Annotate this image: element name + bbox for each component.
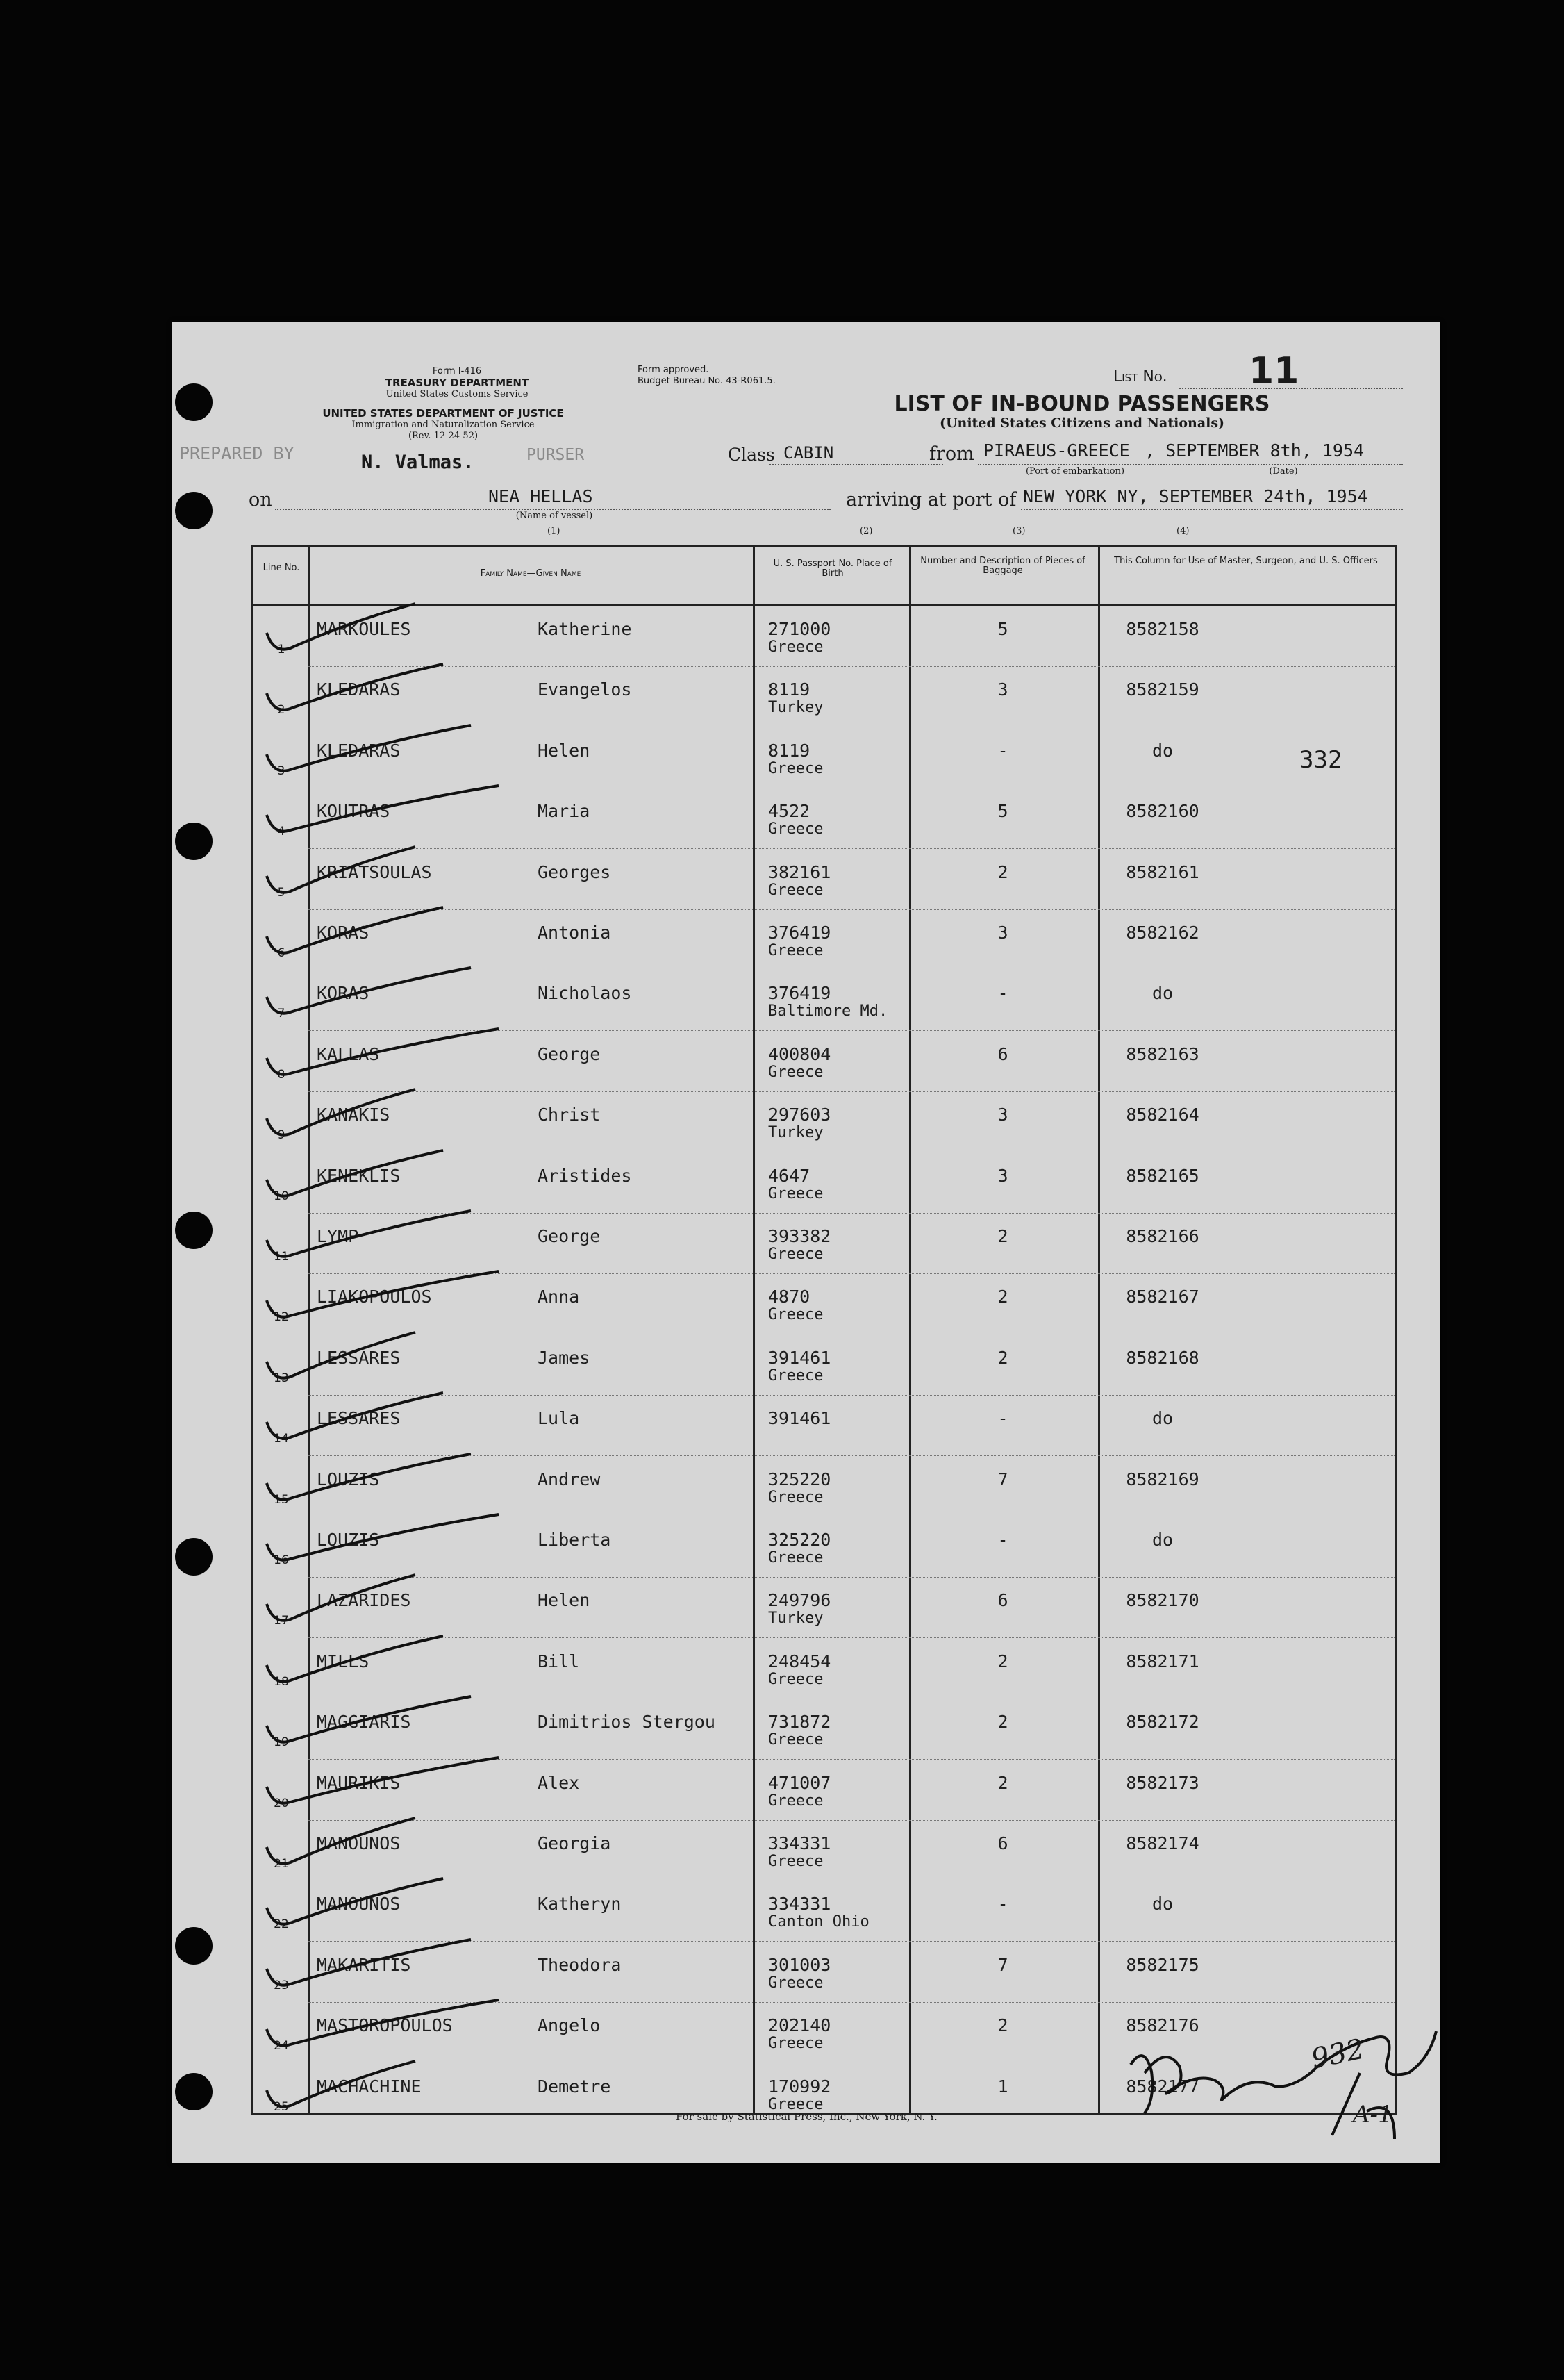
family-name: MASTOROPOULOS bbox=[317, 2015, 453, 2036]
document-page bbox=[172, 322, 1440, 2163]
given-name: Antonia bbox=[538, 923, 611, 943]
family-name: MAGGIARIS bbox=[317, 1712, 411, 1733]
from-label: from bbox=[929, 443, 974, 465]
stamp-number: 332 bbox=[1299, 746, 1342, 774]
officer-entry: 8582176 bbox=[1126, 2015, 1199, 2036]
family-name: MILLS bbox=[317, 1651, 369, 1671]
line-number: 8 bbox=[277, 1067, 285, 1082]
family-name: KRIATSOULAS bbox=[317, 861, 432, 882]
line-number: 11 bbox=[274, 1250, 289, 1264]
officer-entry: 8582173 bbox=[1126, 1772, 1199, 1793]
form-approved: Form approved. bbox=[638, 365, 709, 375]
family-name: MAURIKIS bbox=[317, 1772, 401, 1793]
given-name: Bill bbox=[538, 1651, 580, 1671]
printer-footer: For sale by Statistical Press, Inc., New York, N. Y. bbox=[676, 2110, 938, 2123]
baggage-count: 6 bbox=[997, 1833, 1008, 1853]
header-line-no: Line No. bbox=[263, 563, 300, 573]
baggage-count: 2 bbox=[997, 861, 1008, 882]
list-label: List No. bbox=[1113, 368, 1167, 386]
given-name: Anna bbox=[538, 1287, 580, 1307]
prepared-by-label: PREPARED BY bbox=[179, 443, 294, 463]
budget-bureau: Budget Bureau No. 43-R061.5. bbox=[638, 376, 776, 386]
birth-place: Greece bbox=[768, 1974, 824, 1992]
handwritten-note: 932 bbox=[1308, 2033, 1367, 2076]
officer-entry: 8582168 bbox=[1126, 1347, 1199, 1368]
col-number-2: (2) bbox=[860, 526, 873, 536]
baggage-count: - bbox=[997, 1530, 1008, 1550]
officer-entry: do bbox=[1151, 1894, 1174, 1915]
birth-place: Greece bbox=[768, 1063, 824, 1081]
family-name: KLEDARAS bbox=[317, 740, 401, 761]
birth-place: Greece bbox=[768, 1306, 824, 1324]
baggage-count: 7 bbox=[997, 1954, 1008, 1975]
officer-entry: 8582175 bbox=[1126, 1954, 1199, 1975]
officer-entry: do bbox=[1151, 983, 1174, 1004]
passport-number: 202140 bbox=[768, 2015, 831, 2036]
passport-number: 248454 bbox=[768, 1651, 831, 1671]
line-number: 12 bbox=[274, 1310, 289, 1325]
col-number-1: (1) bbox=[547, 526, 560, 536]
baggage-count: 2 bbox=[997, 1226, 1008, 1246]
given-name: Liberta bbox=[538, 1530, 611, 1550]
given-name: Georgia bbox=[538, 1833, 611, 1853]
line-number: 7 bbox=[277, 1007, 285, 1021]
given-name: Angelo bbox=[538, 2015, 601, 2036]
birth-place: Greece bbox=[768, 2035, 824, 2053]
vessel-name: NEA HELLAS bbox=[488, 486, 593, 506]
passport-number: 249796 bbox=[768, 1590, 831, 1611]
given-name: George bbox=[538, 1226, 601, 1246]
baggage-count: 2 bbox=[997, 1772, 1008, 1793]
given-name: Katherine bbox=[538, 619, 632, 639]
given-name: Aristides bbox=[538, 1165, 632, 1186]
officer-entry: 8582174 bbox=[1126, 1833, 1199, 1853]
line-number: 9 bbox=[277, 1128, 285, 1143]
officer-entry: 8582170 bbox=[1126, 1590, 1199, 1611]
dept-justice: UNITED STATES DEPARTMENT OF JUSTICE bbox=[322, 407, 564, 420]
handwritten-note-2: A-1 bbox=[1353, 2101, 1393, 2129]
officer-entry: 8582167 bbox=[1126, 1287, 1199, 1307]
form-number: Form I-416 bbox=[432, 366, 482, 377]
family-name: LIAKOPOULOS bbox=[317, 1287, 432, 1307]
given-name: Lula bbox=[538, 1408, 580, 1429]
passport-number: 325220 bbox=[768, 1469, 831, 1489]
passport-number: 4870 bbox=[768, 1287, 810, 1307]
given-name: George bbox=[538, 1043, 601, 1064]
birth-place: Greece bbox=[768, 1366, 824, 1385]
officer-entry: 8582158 bbox=[1126, 619, 1199, 639]
birth-place: Greece bbox=[768, 1792, 824, 1810]
line-number: 17 bbox=[274, 1614, 289, 1628]
baggage-count: - bbox=[997, 740, 1008, 761]
baggage-count: - bbox=[997, 983, 1008, 1004]
family-name: KOUTRAS bbox=[317, 801, 390, 822]
list-number: 11 bbox=[1249, 350, 1299, 392]
family-name: MAKARITIS bbox=[317, 1954, 411, 1975]
baggage-count: 3 bbox=[997, 679, 1008, 700]
birth-place: Baltimore Md. bbox=[768, 1002, 888, 1020]
birth-place: Greece bbox=[768, 942, 824, 959]
line-number: 3 bbox=[277, 763, 285, 778]
line-number: 19 bbox=[274, 1735, 289, 1750]
given-name: Theodora bbox=[538, 1954, 622, 1975]
officer-entry: 8582161 bbox=[1126, 861, 1199, 882]
officer-entry: 8582163 bbox=[1126, 1043, 1199, 1064]
passport-number: 391461 bbox=[768, 1408, 831, 1429]
line-number: 16 bbox=[274, 1553, 289, 1567]
baggage-count: - bbox=[997, 1894, 1008, 1915]
baggage-count: 2 bbox=[997, 1651, 1008, 1671]
birth-place: Greece bbox=[768, 1488, 824, 1506]
officer-entry: 8582171 bbox=[1126, 1651, 1199, 1671]
baggage-count: 2 bbox=[997, 2015, 1008, 2036]
birth-place: Greece bbox=[768, 759, 824, 777]
baggage-count: 3 bbox=[997, 1105, 1008, 1125]
passport-number: 334331 bbox=[768, 1833, 831, 1853]
passport-number: 393382 bbox=[768, 1226, 831, 1246]
prepared-by-role: PURSER bbox=[526, 446, 585, 464]
baggage-count: 3 bbox=[997, 1165, 1008, 1186]
baggage-count: 5 bbox=[997, 619, 1008, 639]
birth-place: Turkey bbox=[768, 1124, 824, 1142]
from-date: , SEPTEMBER 8th, 1954 bbox=[1145, 440, 1365, 461]
birth-place: Greece bbox=[768, 1549, 824, 1567]
on-label: on bbox=[249, 489, 272, 511]
family-name: KANAKIS bbox=[317, 1105, 390, 1125]
col-number-4: (4) bbox=[1176, 526, 1190, 536]
family-name: KLEDARAS bbox=[317, 679, 401, 700]
line-number: 5 bbox=[277, 885, 285, 900]
from-port: PIRAEUS-GREECE bbox=[983, 440, 1130, 461]
dept-treasury: TREASURY DEPARTMENT bbox=[385, 377, 529, 389]
baggage-count: 1 bbox=[997, 2076, 1008, 2097]
family-name: MANOUNOS bbox=[317, 1894, 401, 1915]
passport-number: 731872 bbox=[768, 1712, 831, 1733]
line-number: 22 bbox=[274, 1917, 289, 1932]
date-caption: (Date) bbox=[1269, 466, 1298, 477]
officer-entry: 8582164 bbox=[1126, 1105, 1199, 1125]
birth-place: Turkey bbox=[768, 699, 824, 717]
officer-entry: do bbox=[1151, 1530, 1174, 1550]
family-name: MANOUNOS bbox=[317, 1833, 401, 1853]
birth-place: Greece bbox=[768, 1246, 824, 1263]
officer-entry: 8582172 bbox=[1126, 1712, 1199, 1733]
officer-entry: 8582160 bbox=[1126, 801, 1199, 822]
given-name: Alex bbox=[538, 1772, 580, 1793]
line-number: 4 bbox=[277, 825, 285, 839]
passport-number: 271000 bbox=[768, 619, 831, 639]
birth-place: Greece bbox=[768, 1853, 824, 1870]
handwritten-signature bbox=[172, 322, 1440, 2163]
passport-number: 301003 bbox=[768, 1954, 831, 1975]
line-number: 14 bbox=[274, 1432, 289, 1446]
class-label: Class bbox=[728, 445, 775, 465]
family-name: LYMP bbox=[317, 1226, 359, 1246]
passport-number: 325220 bbox=[768, 1530, 831, 1550]
baggage-count: 2 bbox=[997, 1712, 1008, 1733]
line-number: 10 bbox=[274, 1189, 289, 1203]
baggage-count: 2 bbox=[997, 1287, 1008, 1307]
line-number: 24 bbox=[274, 2039, 289, 2053]
family-name: LOUZIS bbox=[317, 1530, 380, 1550]
given-name: James bbox=[538, 1347, 590, 1368]
passport-number: 376419 bbox=[768, 923, 831, 943]
given-name: Andrew bbox=[538, 1469, 601, 1489]
birth-place: Greece bbox=[768, 2095, 824, 2113]
passport-number: 376419 bbox=[768, 983, 831, 1004]
col-number-3: (3) bbox=[1013, 526, 1026, 536]
given-name: Demetre bbox=[538, 2076, 611, 2097]
line-number: 6 bbox=[277, 946, 285, 960]
family-name: KORAS bbox=[317, 983, 369, 1004]
header-baggage: Number and Description of Pieces of Baggage bbox=[920, 556, 1085, 576]
officer-entry: do bbox=[1151, 1408, 1174, 1429]
family-name: KALLAS bbox=[317, 1043, 380, 1064]
birth-place: Greece bbox=[768, 638, 824, 656]
officer-entry: 8582169 bbox=[1126, 1469, 1199, 1489]
page-subtitle: (United States Citizens and Nationals) bbox=[939, 415, 1225, 431]
line-number: 25 bbox=[274, 2099, 289, 2114]
birth-place: Greece bbox=[768, 1184, 824, 1203]
given-name: Helen bbox=[538, 1590, 590, 1611]
officer-entry: 8582165 bbox=[1126, 1165, 1199, 1186]
given-name: Dimitrios Stergou bbox=[538, 1712, 715, 1733]
officer-entry: 8582166 bbox=[1126, 1226, 1199, 1246]
birth-place: Canton Ohio bbox=[768, 1913, 870, 1931]
line-number: 20 bbox=[274, 1796, 289, 1810]
line-number: 2 bbox=[277, 703, 285, 718]
line-number: 1 bbox=[277, 643, 285, 656]
given-name: Nicholaos bbox=[538, 983, 632, 1004]
baggage-count: 6 bbox=[997, 1043, 1008, 1064]
class-value: CABIN bbox=[783, 443, 834, 463]
passport-number: 170992 bbox=[768, 2076, 831, 2097]
birth-place: Greece bbox=[768, 1731, 824, 1749]
birth-place: Greece bbox=[768, 881, 824, 899]
baggage-count: 5 bbox=[997, 801, 1008, 822]
arriving-label: arriving at port of bbox=[846, 489, 1017, 511]
officer-entry: do bbox=[1151, 740, 1174, 761]
family-name: LOUZIS bbox=[317, 1469, 380, 1489]
dept-immigration: Immigration and Naturalization Service bbox=[351, 420, 535, 430]
line-number: 21 bbox=[274, 1857, 289, 1871]
header-name: Family Name—Given Name bbox=[480, 568, 581, 579]
birth-place: Greece bbox=[768, 820, 824, 838]
header-officers: This Column for Use of Master, Surgeon, and U. S. Officers bbox=[1114, 556, 1378, 566]
given-name: Katheryn bbox=[538, 1894, 622, 1915]
line-number: 13 bbox=[274, 1371, 289, 1385]
form-revision: (Rev. 12-24-52) bbox=[408, 431, 479, 441]
family-name: LESSARES bbox=[317, 1408, 401, 1429]
passport-number: 297603 bbox=[768, 1105, 831, 1125]
birth-place: Greece bbox=[768, 1670, 824, 1688]
passport-number: 4522 bbox=[768, 801, 810, 822]
family-name: MARKOULES bbox=[317, 619, 411, 639]
baggage-count: 2 bbox=[997, 1347, 1008, 1368]
line-number: 18 bbox=[274, 1674, 289, 1689]
baggage-count: 7 bbox=[997, 1469, 1008, 1489]
officer-entry: 8582177 bbox=[1126, 2076, 1199, 2097]
family-name: LESSARES bbox=[317, 1347, 401, 1368]
dept-customs: United States Customs Service bbox=[385, 389, 529, 399]
baggage-count: 6 bbox=[997, 1590, 1008, 1611]
passport-number: 334331 bbox=[768, 1894, 831, 1915]
arriving-value: NEW YORK NY, SEPTEMBER 24th, 1954 bbox=[1023, 486, 1368, 506]
prepared-by-name: N. Valmas. bbox=[361, 452, 474, 473]
given-name: Christ bbox=[538, 1105, 601, 1125]
line-number: 23 bbox=[274, 1978, 289, 1992]
baggage-count: - bbox=[997, 1408, 1008, 1429]
page-title: LIST OF IN-BOUND PASSENGERS bbox=[894, 392, 1270, 416]
given-name: Evangelos bbox=[538, 679, 632, 700]
passport-number: 382161 bbox=[768, 861, 831, 882]
line-number: 15 bbox=[274, 1492, 289, 1507]
family-name: LAZARIDES bbox=[317, 1590, 411, 1611]
passport-number: 8119 bbox=[768, 740, 810, 761]
header-passport: U. S. Passport No. Place of Birth bbox=[773, 559, 892, 579]
birth-place: Turkey bbox=[768, 1610, 824, 1628]
given-name: Helen bbox=[538, 740, 590, 761]
given-name: Maria bbox=[538, 801, 590, 822]
family-name: KENEKLIS bbox=[317, 1165, 401, 1186]
officer-entry: 8582159 bbox=[1126, 679, 1199, 700]
passport-number: 4647 bbox=[768, 1165, 810, 1186]
passport-number: 471007 bbox=[768, 1772, 831, 1793]
family-name: MACHACHINE bbox=[317, 2076, 422, 2097]
baggage-count: 3 bbox=[997, 923, 1008, 943]
officer-entry: 8582162 bbox=[1126, 923, 1199, 943]
vessel-caption: (Name of vessel) bbox=[515, 511, 593, 521]
passport-number: 391461 bbox=[768, 1347, 831, 1368]
passport-number: 8119 bbox=[768, 679, 810, 700]
passport-number: 400804 bbox=[768, 1043, 831, 1064]
port-embarkation-caption: (Port of embarkation) bbox=[1025, 466, 1125, 477]
family-name: KORAS bbox=[317, 923, 369, 943]
given-name: Georges bbox=[538, 861, 611, 882]
